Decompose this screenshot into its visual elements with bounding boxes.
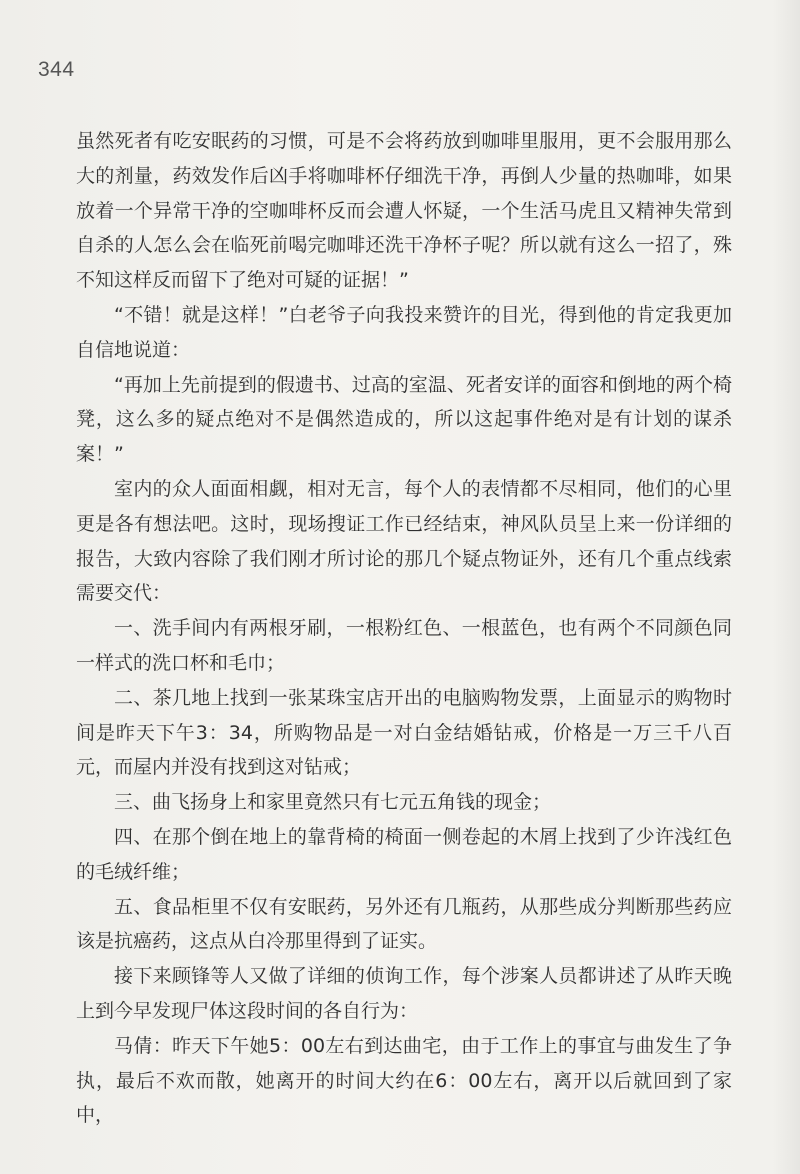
paragraph-2: “不错！就是这样！”白老爷子向我投来赞许的目光，得到他的肯定我更加自信地说道： <box>76 303 732 361</box>
paragraph-3: “再加上先前提到的假遗书、过高的室温、死者安详的面容和倒地的两个椅凳，这么多的疑点绝对不是偶然造成的，所以这起事件绝对是有计划的谋杀案！” <box>76 373 732 466</box>
paragraph-8: 四、在那个倒在地上的靠背椅的椅面一侧卷起的木屑上找到了少许浅红色的毛绒纤维； <box>76 825 732 883</box>
body-text <box>76 124 732 1133</box>
page-gutter-shadow <box>772 0 800 1174</box>
paragraph-6: 二、茶几地上找到一张某珠宝店开出的电脑购物发票，上面显示的购物时间是昨天下午3：34，所购物品是一对白金结婚钻戒，价格是一万三千八百元，而屋内并没有找到这对钻戒； <box>76 686 732 779</box>
paragraph-9: 五、食品柜里不仅有安眠药，另外还有几瓶药，从那些成分判断那些药应该是抗癌药，这点从白冷那里得到了证实。 <box>76 895 732 953</box>
paragraph-1: 虽然死者有吃安眠药的习惯，可是不会将药放到咖啡里服用，更不会服用那么大的剂量，药效发作后凶手将咖啡杯仔细洗干净，再倒人少量的热咖啡，如果放着一个异常干净的空咖啡杯反而会遭人怀疑，一个生活马虎且又精神失常到自杀的人怎么会在临死前喝完咖啡还洗干净杯子呢？所以就有这么一招了，殊不知这样反而留下了绝对可疑的证据！” <box>76 130 732 292</box>
paragraph-11: 马倩：昨天下午她5：00左右到达曲宅，由于工作上的事宜与曲发生了争执，最后不欢而散，她离开的时间大约在6：00左右，离开以后就回到了家中， <box>76 1034 732 1127</box>
page-number: 344 <box>38 58 75 81</box>
paragraph-4: 室内的众人面面相觑，相对无言，每个人的表情都不尽相同，他们的心里更是各有想法吧。这时，现场搜证工作已经结束，神风队员呈上来一份详细的报告，大致内容除了我们刚才所讨论的那几个疑点物证外，还有几个重点线索需要交代： <box>76 477 732 605</box>
paragraph-10: 接下来顾锋等人又做了详细的侦询工作，每个涉案人员都讲述了从昨天晚上到今早发现尸体这段时间的各自行为： <box>76 965 732 1022</box>
paragraph-7: 三、曲飞扬身上和家里竟然只有七元五角钱的现金； <box>114 791 552 814</box>
paragraph-5: 一、洗手间内有两根牙刷，一根粉红色、一根蓝色，也有两个不同颜色同一样式的洗口杯和毛巾； <box>76 617 732 674</box>
